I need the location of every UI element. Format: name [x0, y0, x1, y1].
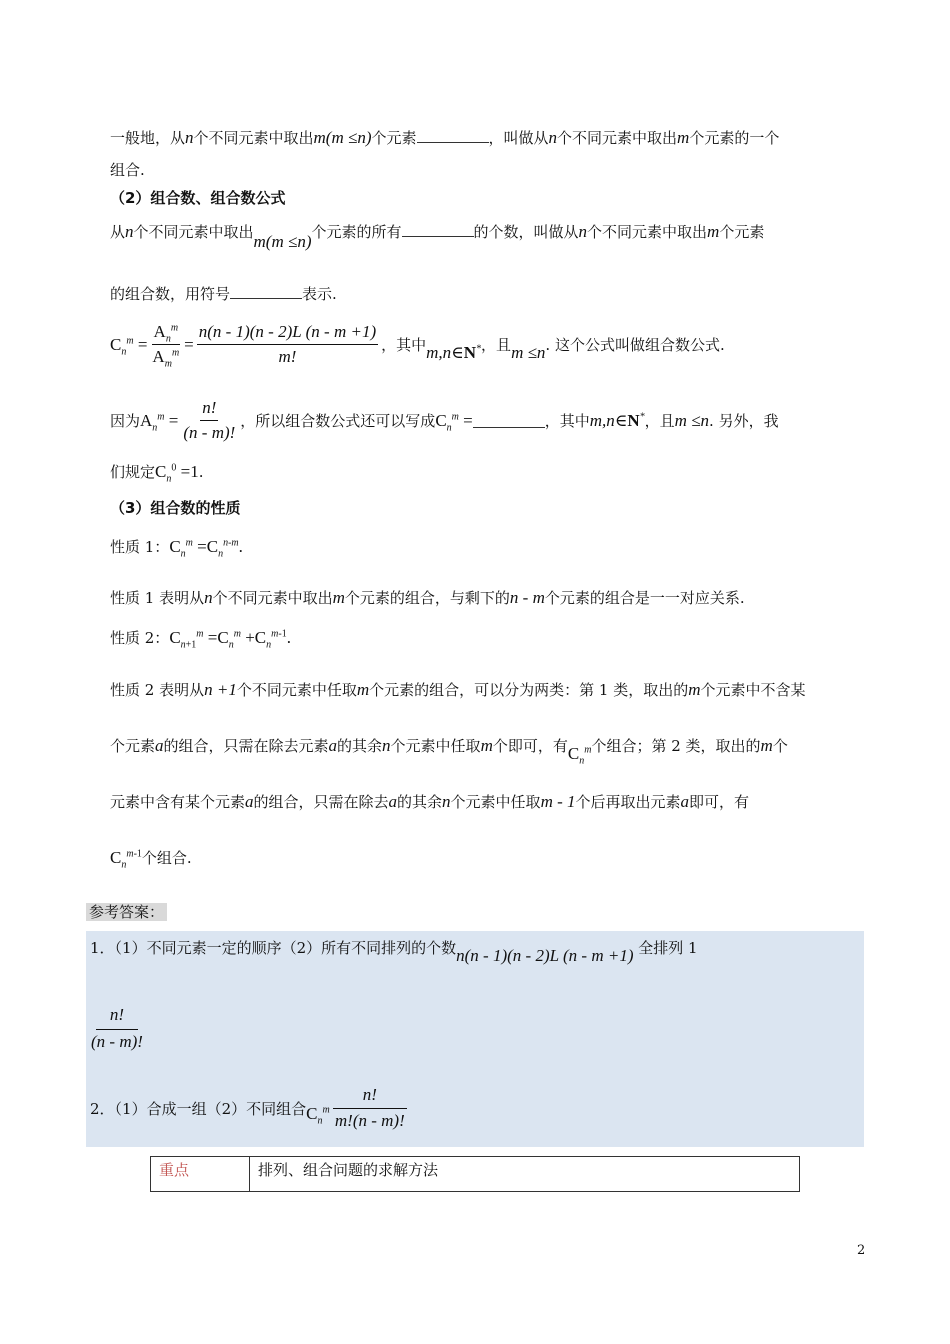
- answer-1: 1．（1）不同元素一定的顺序（2）所有不同排列的个数n(n - 1)(n - 2)L (n - m +1) 全排列 1 $\frac{n!}{(n - m)!}$: [86, 931, 864, 1065]
- combination-number-line-2: 的组合数，用符号 表示.: [110, 285, 337, 303]
- fill-blank[interactable]: [417, 128, 489, 143]
- key-point-text: 排列、组合问题的求解方法: [250, 1157, 800, 1192]
- property-2-desc-1: 性质 2 表明从n +1个不同元素中任取m个元素的组合，可以分为两类：第 1 类，取出的m个元素中不含某: [110, 680, 806, 699]
- section-heading-2: （2）组合数、组合数公式: [110, 189, 286, 207]
- section-heading-3: （3）组合数的性质: [110, 499, 241, 517]
- property-1: 性质 1：$C_n^m =C_n^{n-m}$.: [110, 537, 243, 560]
- key-point-table: [150, 1156, 800, 1192]
- property-2-desc-4: $C_n^{m-1}$个组合.: [110, 848, 192, 871]
- definition-line-1: 一般地，从n个不同元素中取出m(m ≤n)个元素 ，叫做从n个不同元素中取出m个元素的一个: [110, 128, 780, 147]
- factorial-form-line: 因为 $A_n^m$ = $\frac{n!}{(n - m)!}$ ，所以组合数公式还可以写成 $C_n^m$ = ，其中 m,n∈N* ，且 m ≤n . 另外，我: [110, 398, 779, 442]
- property-2-desc-3: 元素中含有某个元素a的组合，只需在除去a的其余n个元素中任取m - 1个后再取出元素a即可，有: [110, 792, 750, 811]
- definition-line-2: 组合.: [110, 161, 145, 179]
- fill-blank[interactable]: [402, 222, 474, 237]
- fill-blank[interactable]: [230, 284, 302, 299]
- property-2-desc-2: 个元素a的组合，只需在除去元素a的其余n个元素中任取m个即可，有$C_n^m$个组合；第 2 类，取出的m个: [110, 736, 788, 767]
- m-le-n: m(m ≤n): [313, 128, 372, 147]
- answer-2-fraction: $\frac{n!}{m!(n - m)!}$: [333, 1085, 407, 1131]
- property-2: 性质 2：$C_{n+1}^m =C_n^m +C_n^{m-1}$.: [110, 628, 291, 651]
- property-1-desc: 性质 1 表明从n个不同元素中取出m个元素的组合，与剩下的n - m个元素的组合是一一对应关系.: [110, 588, 745, 607]
- page-number: 2: [857, 1243, 866, 1258]
- answer-1-fraction: $\frac{n!}{(n - m)!}$: [91, 1005, 143, 1051]
- convention-line: 们规定$C_n^0 =1$.: [110, 462, 204, 485]
- answer-2: 2．（1）合成一组（2）不同组合 $C_n^m$ $\frac{n!}{m!(n - m)!}$: [86, 1065, 864, 1147]
- fill-blank[interactable]: [473, 413, 545, 428]
- table-row: [151, 1157, 800, 1192]
- answers-header: 参考答案：: [86, 903, 167, 921]
- combination-formula: $C_n^m$ = $\frac{A_n^m}{A_m^m}$ = $\frac{n(n - 1)(n - 2)L (n - m +1)}{m!}$ ，其中 m,n∈N* ，且 m ≤n . 这个公式叫做组合数公式.: [110, 322, 725, 370]
- key-point-label: 重点: [151, 1157, 250, 1192]
- combination-number-line-1: 从n个不同元素中取出m(m ≤n)个元素的所有 的个数，叫做从n个不同元素中取出m个元素: [110, 222, 765, 251]
